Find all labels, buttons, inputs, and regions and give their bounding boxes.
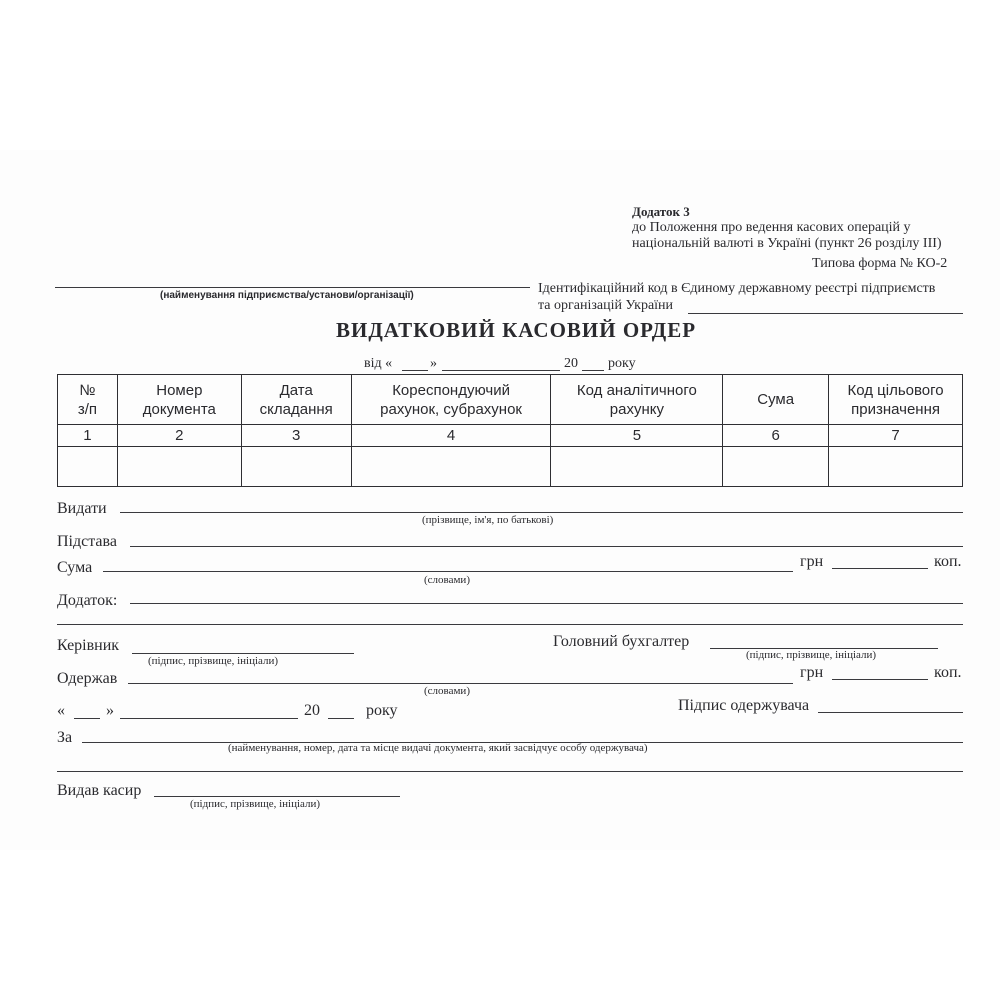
entry-cell[interactable] [829,447,963,487]
cashier-label: Видав касир [57,782,142,799]
cashier-caption: (підпис, прізвище, ініціали) [190,798,321,810]
kerivnyk-line[interactable] [132,653,354,654]
order-table [57,374,963,487]
id-code-line[interactable] [688,313,963,314]
receipt-day-line[interactable] [74,718,100,719]
column-number: 3 [241,425,351,447]
suma-words-caption: (словами) [424,574,470,586]
dodatok-line[interactable] [130,603,963,604]
receipt-date-open-quote: « [57,702,65,719]
date-year-suffix: року [608,356,636,371]
chief-accountant-caption: (підпис, прізвище, ініціали) [746,649,877,661]
date-year-prefix: 20 [564,356,578,371]
table-header-row [58,375,963,425]
header-cell: № з/п [58,375,118,425]
header-cell: Сума [723,375,829,425]
entry-cell[interactable] [351,447,551,487]
suma-kop-label: коп. [934,553,962,570]
id-code-label-1: Ідентифікаційний код в Єдиному державному реєстрі підприємств [538,281,936,296]
za-line-2[interactable] [57,771,963,772]
recipient-signature-label: Підпис одержувача [678,697,810,714]
date-month-line[interactable] [442,370,560,371]
id-code-label-2: та організацій України [538,298,674,313]
oderzhav-grn-line[interactable] [832,679,928,680]
oderzhav-line[interactable] [128,683,793,684]
column-number: 6 [723,425,829,447]
cashier-line[interactable] [154,796,400,797]
pidstava-line[interactable] [130,546,963,547]
receipt-year-line[interactable] [328,718,354,719]
receipt-year-suffix: року [366,702,398,719]
column-number: 1 [58,425,118,447]
za-label: За [57,729,73,746]
date-close-quote: » [430,356,437,371]
recipient-signature-line[interactable] [818,712,963,713]
entry-cell[interactable] [551,447,723,487]
vydaty-label: Видати [57,500,107,517]
receipt-year-prefix: 20 [304,702,320,719]
entry-cell[interactable] [58,447,118,487]
org-name-line[interactable] [55,287,530,288]
table-entry-row[interactable] [58,447,963,487]
document-title: ВИДАТКОВИЙ КАСОВИЙ ОРДЕР [336,318,697,342]
suma-words-line[interactable] [103,571,793,572]
suma-grn-label: грн [800,553,824,570]
vydaty-caption: (прізвище, ім'я, по батькові) [422,514,554,526]
header-cell: Дата складання [241,375,351,425]
entry-cell[interactable] [241,447,351,487]
header-cell: Номер документа [117,375,241,425]
org-name-caption: (найменування підприємства/установи/організації) [160,290,414,301]
appendix-line-1: до Положення про ведення касових операцій у [632,220,911,235]
dodatok-label: Додаток: [57,592,118,609]
oderzhav-grn-label: грн [800,664,824,681]
column-number: 7 [829,425,963,447]
dodatok-line-2[interactable] [57,624,963,625]
entry-cell[interactable] [723,447,829,487]
column-number: 2 [117,425,241,447]
column-number: 5 [551,425,723,447]
oderzhav-label: Одержав [57,670,118,687]
kerivnyk-caption: (підпис, прізвище, ініціали) [148,655,279,667]
za-caption: (найменування, номер, дата та місце видачі документа, який засвідчує особу одержувача) [228,742,648,754]
receipt-date-close-quote: » [106,702,114,719]
pidstava-label: Підстава [57,533,117,550]
oderzhav-words-caption: (словами) [424,685,470,697]
date-year-line[interactable] [582,370,604,371]
entry-cell[interactable] [117,447,241,487]
column-number: 4 [351,425,551,447]
header-cell: Код аналітичного рахунку [551,375,723,425]
suma-label: Сума [57,559,93,576]
date-prefix: від « [364,356,393,371]
receipt-month-line[interactable] [120,718,298,719]
header-cell: Код цільового призначення [829,375,963,425]
chief-accountant-label: Головний бухгалтер [553,633,690,650]
appendix-line-2: національній валюті в Україні (пункт 26 розділу ІІІ) [632,236,942,251]
form-number: Типова форма № КО-2 [812,256,948,271]
suma-grn-line[interactable] [832,568,928,569]
table-number-row [58,425,963,447]
header-cell: Кореспондуючий рахунок, субрахунок [351,375,551,425]
date-day-line[interactable] [402,370,428,371]
kerivnyk-label: Керівник [57,637,120,654]
vydaty-line[interactable] [120,512,963,513]
appendix-title: Додаток 3 [632,204,690,219]
oderzhav-kop-label: коп. [934,664,962,681]
